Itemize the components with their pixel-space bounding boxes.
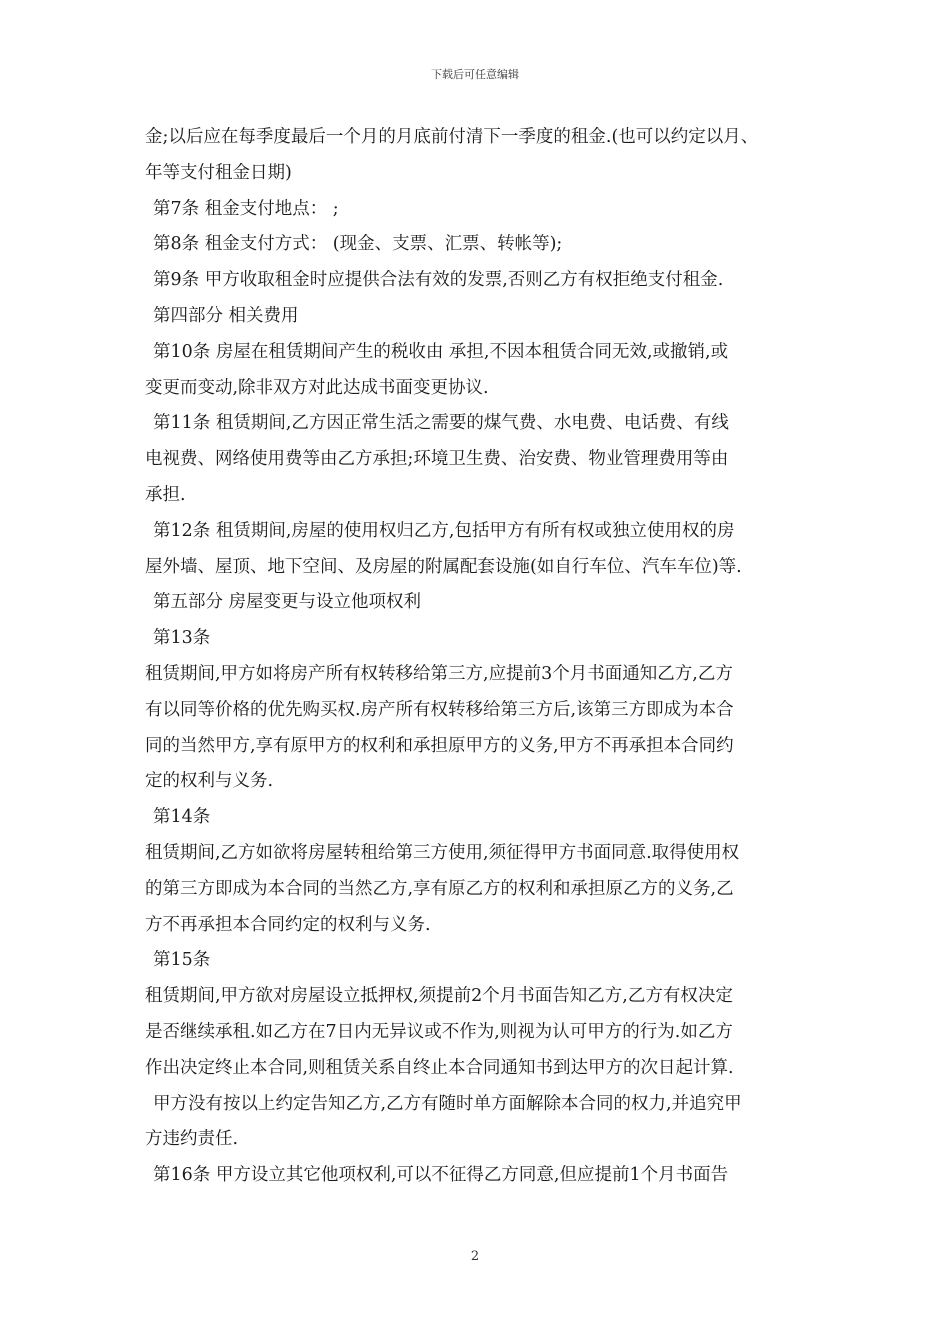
text-line: 作出决定终止本合同,则租赁关系自终止本合同通知书到达甲方的次日起计算.	[145, 1057, 734, 1078]
text-line: 是否继续承租.如乙方在7日内无异议或不作为,则视为认可甲方的行为.如乙方	[145, 1021, 733, 1042]
text-line: 甲方没有按以上约定告知乙方,乙方有随时单方面解除本合同的权力,并追究甲	[153, 1093, 742, 1114]
text-line: 第12条 租赁期间,房屋的使用权归乙方,包括甲方有所有权或独立使用权的房	[153, 520, 735, 541]
text-line: 承担.	[145, 484, 186, 505]
text-line: 同的当然甲方,享有原甲方的权利和承担原甲方的义务,甲方不再承担本合同约	[145, 735, 734, 756]
text-line: 租赁期间,甲方欲对房屋设立抵押权,须提前2个月书面告知乙方,乙方有权决定	[145, 986, 733, 1007]
text-line: 屋外墙、屋顶、地下空间、及房屋的附属配套设施(如自行车位、汽车车位)等.	[145, 556, 742, 577]
text-line: 租赁期间,乙方如欲将房屋转租给第三方使用,须征得甲方书面同意.取得使用权	[145, 842, 740, 863]
text-line: 租赁期间,甲方如将房产所有权转移给第三方,应提前3个月书面通知乙方,乙方	[145, 663, 733, 684]
text-line: 的第三方即成为本合同的当然乙方,享有原乙方的权利和承担原乙方的义务,乙	[145, 878, 734, 899]
text-line: 第14条	[153, 807, 211, 828]
text-line: 变更而变动,除非双方对此达成书面变更协议.	[145, 377, 489, 398]
text-line: 金;以后应在每季度最后一个月的月底前付清下一季度的租金.(也可以约定以月、	[145, 127, 759, 147]
text-line: 方违约责任.	[145, 1129, 239, 1150]
text-line: 有以同等价格的优先购买权.房产所有权转移给第三方后,该第三方即成为本合	[145, 699, 734, 720]
text-line: 第11条 租赁期间,乙方因正常生活之需要的煤气费、水电费、电话费、有线	[153, 413, 729, 434]
text-line: 第7条 租金支付地点： ;	[153, 198, 339, 219]
text-line: 方不再承担本合同约定的权利与义务.	[145, 914, 431, 935]
text-line: 年等支付租金日期)	[145, 162, 292, 183]
document-body	[145, 120, 825, 1194]
text-line: 第13条	[153, 628, 211, 649]
text-line: 第四部分 相关费用	[153, 305, 299, 326]
text-line: 第五部分 房屋变更与设立他项权利	[153, 592, 422, 613]
text-line: 第8条 租金支付方式： (现金、支票、汇票、转帐等);	[153, 234, 563, 255]
text-line: 第10条 房屋在租赁期间产生的税收由 承担,不因本租赁合同无效,或撤销,或	[153, 341, 729, 362]
text-line: 第16条 甲方设立其它他项权利,可以不征得乙方同意,但应提前1个月书面告	[153, 1165, 729, 1186]
text-line: 第9条 甲方收取租金时应提供合法有效的发票,否则乙方有权拒绝支付租金.	[153, 270, 724, 291]
page-number: 2	[470, 1249, 480, 1264]
text-line: 第15条	[153, 950, 211, 971]
text-line: 电视费、网络使用费等由乙方承担;环境卫生费、治安费、物业管理费用等由	[145, 449, 729, 470]
text-line: 定的权利与义务.	[145, 771, 274, 792]
page-header-note: 下载后可任意编辑	[431, 68, 519, 81]
